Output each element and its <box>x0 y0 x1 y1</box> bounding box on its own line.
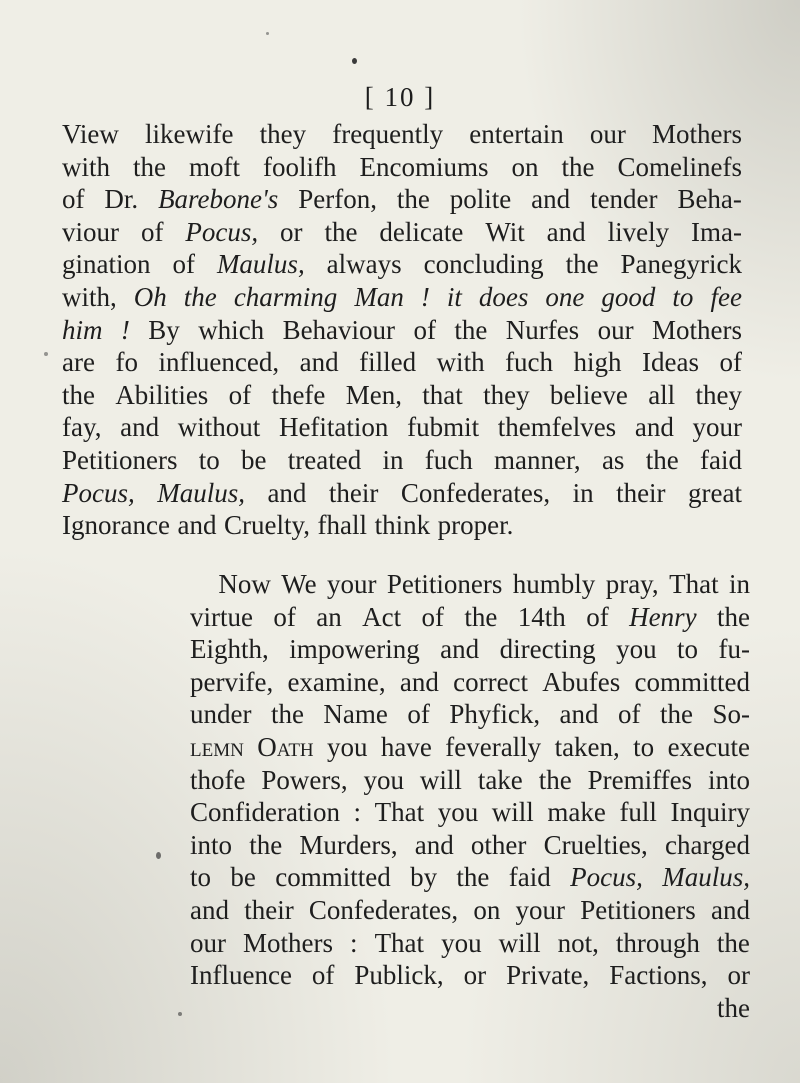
word: Oh <box>133 281 167 312</box>
word: the <box>716 601 750 632</box>
word: which <box>198 314 265 345</box>
word: : <box>350 927 358 958</box>
word: fo <box>115 347 138 378</box>
word: the <box>324 216 358 247</box>
word: of <box>719 347 742 378</box>
word: without <box>177 412 261 443</box>
word: and <box>634 412 674 443</box>
word: Mothers <box>652 119 742 149</box>
word: the <box>565 249 599 280</box>
text-line <box>62 183 742 216</box>
word: to <box>198 444 220 475</box>
word: and <box>414 829 454 860</box>
word: Eighth, <box>190 634 269 665</box>
word: tender <box>590 184 658 215</box>
word: manner, <box>494 444 581 475</box>
word: fee <box>710 281 742 312</box>
word: likewife <box>145 119 234 149</box>
word: the <box>645 444 679 475</box>
text-line <box>190 959 750 992</box>
word: and <box>267 477 307 508</box>
word: Confederates, <box>400 477 551 508</box>
word: Panegyrick <box>620 249 742 280</box>
word: thofe <box>190 764 246 795</box>
word: be <box>241 444 267 475</box>
word: and <box>531 184 571 215</box>
word: feverally <box>445 731 542 762</box>
word: the <box>538 764 572 795</box>
word: Petitioners <box>580 894 696 925</box>
word: Encomiums <box>359 151 489 182</box>
word: our <box>589 119 626 149</box>
word: your <box>326 569 377 599</box>
word: of <box>62 184 85 215</box>
word: pray, <box>605 569 659 599</box>
word: Abufes <box>542 666 621 697</box>
word: Murders, <box>299 829 398 860</box>
word: Confederates, <box>308 894 459 925</box>
word: execute <box>667 731 750 762</box>
word: Petitioners <box>62 444 178 475</box>
word: it <box>446 281 462 312</box>
word: you <box>327 731 368 762</box>
text-line <box>190 731 750 764</box>
word: the <box>716 927 750 958</box>
word: Nurfes <box>505 314 580 345</box>
word: as <box>601 444 625 475</box>
word: their <box>244 894 294 925</box>
word: Mothers <box>651 314 742 345</box>
word: frequently <box>332 119 444 149</box>
word: on <box>511 151 539 182</box>
text-line <box>190 633 750 666</box>
word: of <box>228 379 252 410</box>
word: are <box>62 347 95 378</box>
word: does <box>478 281 529 312</box>
word: Beha- <box>677 184 742 215</box>
word: filled <box>359 347 417 378</box>
word: by <box>410 862 438 893</box>
word: the <box>454 314 488 345</box>
text-line <box>62 411 742 444</box>
word: Henry <box>629 601 697 632</box>
word: always <box>326 249 402 280</box>
word: Hefitation <box>278 412 389 443</box>
word: Maulus, <box>662 862 750 893</box>
word: great <box>688 477 742 508</box>
word: in <box>728 569 750 599</box>
word: you <box>441 927 482 958</box>
word: to <box>190 862 212 893</box>
word: Ignorance <box>62 510 170 541</box>
paragraph-1 <box>62 118 742 542</box>
word: him <box>62 314 103 345</box>
ink-speck <box>178 1012 182 1016</box>
word: in <box>382 444 404 475</box>
word: under <box>190 699 252 730</box>
word: Publick, <box>354 960 444 991</box>
word: faid <box>508 862 551 893</box>
word: the <box>464 601 498 632</box>
word: take <box>477 764 523 795</box>
word: of <box>407 699 430 730</box>
word: that <box>422 379 463 410</box>
text-line <box>62 477 742 510</box>
word: Phyfick, <box>449 699 541 730</box>
word: Now <box>218 569 271 599</box>
word: fay, <box>62 412 102 443</box>
text-line <box>62 509 742 542</box>
word: gination <box>62 249 151 280</box>
word: correct <box>453 666 529 697</box>
text-line <box>62 314 742 347</box>
word: one <box>545 281 585 312</box>
word: have <box>380 731 432 762</box>
text-line <box>190 927 750 960</box>
word: of <box>311 960 335 991</box>
word: high <box>573 347 622 378</box>
word: thefe <box>271 379 326 410</box>
text-line <box>62 248 742 281</box>
word: of <box>413 314 436 345</box>
word: Maulus, <box>216 249 305 280</box>
word: the <box>561 151 595 182</box>
word: will <box>419 764 462 795</box>
word: fu- <box>718 634 750 665</box>
word: not, <box>557 927 599 958</box>
word: Factions, <box>609 960 708 991</box>
word: virtue <box>190 601 253 632</box>
word: viour <box>62 216 119 247</box>
word: Private, <box>506 960 590 991</box>
word: committed <box>634 666 750 697</box>
word: pervife, <box>190 666 274 697</box>
word: with <box>436 347 485 378</box>
word: charming <box>233 281 338 312</box>
text-line <box>62 216 742 249</box>
word: Ima- <box>691 216 742 247</box>
text-line <box>190 861 750 894</box>
word: Pocus, <box>570 862 643 893</box>
word: taken, <box>554 731 620 762</box>
word: to <box>677 634 699 665</box>
word: influenced, <box>158 347 280 378</box>
word: lively <box>607 216 670 247</box>
word: you <box>363 764 405 795</box>
word: of <box>618 699 641 730</box>
word: on <box>473 894 501 925</box>
word: polite <box>449 184 512 215</box>
word: Confideration <box>190 797 340 828</box>
word: and <box>546 216 586 247</box>
word: 14th <box>517 601 566 632</box>
text-line <box>190 894 750 927</box>
word: Dr. <box>104 184 139 215</box>
text-line <box>190 829 750 862</box>
word: Name <box>323 699 388 730</box>
word: you <box>437 797 479 828</box>
word: of <box>172 249 195 280</box>
word: impowering <box>289 634 420 665</box>
word: fuch <box>424 444 473 475</box>
word: That <box>374 797 425 828</box>
word: our <box>597 314 634 345</box>
word: and <box>190 894 229 925</box>
text-line <box>62 346 742 379</box>
word: directing <box>499 634 596 665</box>
word: fhall <box>317 510 368 541</box>
word: the <box>396 184 430 215</box>
word: their <box>328 477 379 508</box>
word: Cruelties, <box>543 829 648 860</box>
word: : <box>353 797 362 828</box>
word: Wit <box>485 216 525 247</box>
word: Act <box>362 601 402 632</box>
text-line <box>62 379 742 412</box>
word: So- <box>712 699 750 730</box>
word: Mothers <box>243 927 334 958</box>
paragraph-2 <box>190 568 750 1024</box>
word: the <box>133 151 167 182</box>
word: and <box>177 510 217 541</box>
word: all <box>648 379 676 410</box>
word: fubmit <box>407 412 480 443</box>
word: faid <box>699 444 742 475</box>
word: Perfon, <box>298 184 377 215</box>
word: We <box>281 569 317 599</box>
text-line <box>190 764 750 797</box>
word: or <box>727 960 750 991</box>
word: the <box>62 379 95 410</box>
ink-speck <box>156 852 161 859</box>
word: of <box>140 216 164 247</box>
word: Abilities <box>115 379 209 410</box>
word: charged <box>664 829 750 860</box>
ink-speck <box>44 352 48 356</box>
text-line <box>62 281 742 314</box>
word: the <box>717 992 750 1023</box>
word: into <box>707 764 750 795</box>
word: View <box>62 119 119 149</box>
word: the <box>249 829 283 860</box>
word: you <box>616 634 657 665</box>
word: our <box>190 927 226 958</box>
word: will <box>491 797 534 828</box>
word: Pocus, <box>185 216 259 247</box>
word: Influence <box>190 960 292 991</box>
word: their <box>616 477 666 508</box>
word: That <box>669 569 719 599</box>
word: lemn <box>190 731 244 762</box>
word: Premiffes <box>587 764 693 795</box>
word: Behaviour <box>282 314 396 345</box>
word: to <box>672 281 694 312</box>
word: Barebone's <box>158 184 279 215</box>
word: be <box>230 862 256 893</box>
word: the <box>659 699 693 730</box>
word: Petitioners <box>386 569 503 599</box>
word: with <box>62 151 111 182</box>
ink-speck <box>266 32 269 35</box>
word: That <box>374 927 425 958</box>
text-line <box>62 118 742 151</box>
word: and <box>399 666 439 697</box>
word: Maulus, <box>157 477 245 508</box>
word: Powers, <box>261 764 348 795</box>
word: good <box>601 281 656 312</box>
word: believe <box>549 379 628 410</box>
word: full <box>619 797 657 828</box>
word: concluding <box>423 249 544 280</box>
word: humbly <box>512 569 596 599</box>
ink-speck <box>352 58 357 64</box>
word: your <box>692 412 742 443</box>
word: the <box>270 699 304 730</box>
page-number: [ 10 ] <box>364 82 436 112</box>
word: make <box>547 797 606 828</box>
word: and <box>120 412 160 443</box>
word: By <box>148 314 180 345</box>
word: other <box>470 829 527 860</box>
word: Cruelty, <box>224 510 310 541</box>
word: your <box>515 894 566 925</box>
word: Inquiry <box>670 797 750 828</box>
word: proper. <box>437 510 514 541</box>
text-line <box>62 151 742 184</box>
word: they <box>695 379 742 410</box>
word: of <box>273 601 296 632</box>
text-line <box>190 698 750 731</box>
word: Man <box>354 281 404 312</box>
word: examine, <box>287 666 386 697</box>
word: into <box>190 829 233 860</box>
word: or <box>280 216 303 247</box>
word: Pocus, <box>62 477 135 508</box>
word: Ideas <box>642 347 699 378</box>
word: treated <box>287 444 362 475</box>
word: moft <box>189 151 241 182</box>
word: with, <box>62 281 117 312</box>
word: through <box>615 927 700 958</box>
word: and <box>710 894 750 925</box>
word: committed <box>275 862 391 893</box>
word: will <box>498 927 541 958</box>
word: think <box>374 510 431 541</box>
text-line <box>190 601 750 634</box>
word: foolifh <box>263 151 337 182</box>
word: the <box>456 862 490 893</box>
text-line <box>62 444 742 477</box>
word: ! <box>420 281 430 312</box>
word: to <box>633 731 655 762</box>
word: fuch <box>505 347 554 378</box>
word: and <box>299 347 339 378</box>
word: and <box>559 699 599 730</box>
word: Comelinefs <box>617 151 742 182</box>
text-line <box>190 796 750 829</box>
text-line <box>190 666 750 699</box>
word: Oath <box>257 731 314 762</box>
word: ! <box>120 314 130 345</box>
word: the <box>183 281 217 312</box>
word: or <box>463 960 487 991</box>
text-line <box>190 568 750 601</box>
text-line <box>190 992 750 1025</box>
word: Men, <box>345 379 402 410</box>
word: themfelves <box>497 412 617 443</box>
word: they <box>483 379 530 410</box>
word: in <box>572 477 594 508</box>
word: entertain <box>469 119 564 149</box>
word: an <box>316 601 342 632</box>
word: of <box>586 601 609 632</box>
word: of <box>421 601 445 632</box>
word: they <box>259 119 307 149</box>
word: and <box>440 634 480 665</box>
word: delicate <box>379 216 464 247</box>
